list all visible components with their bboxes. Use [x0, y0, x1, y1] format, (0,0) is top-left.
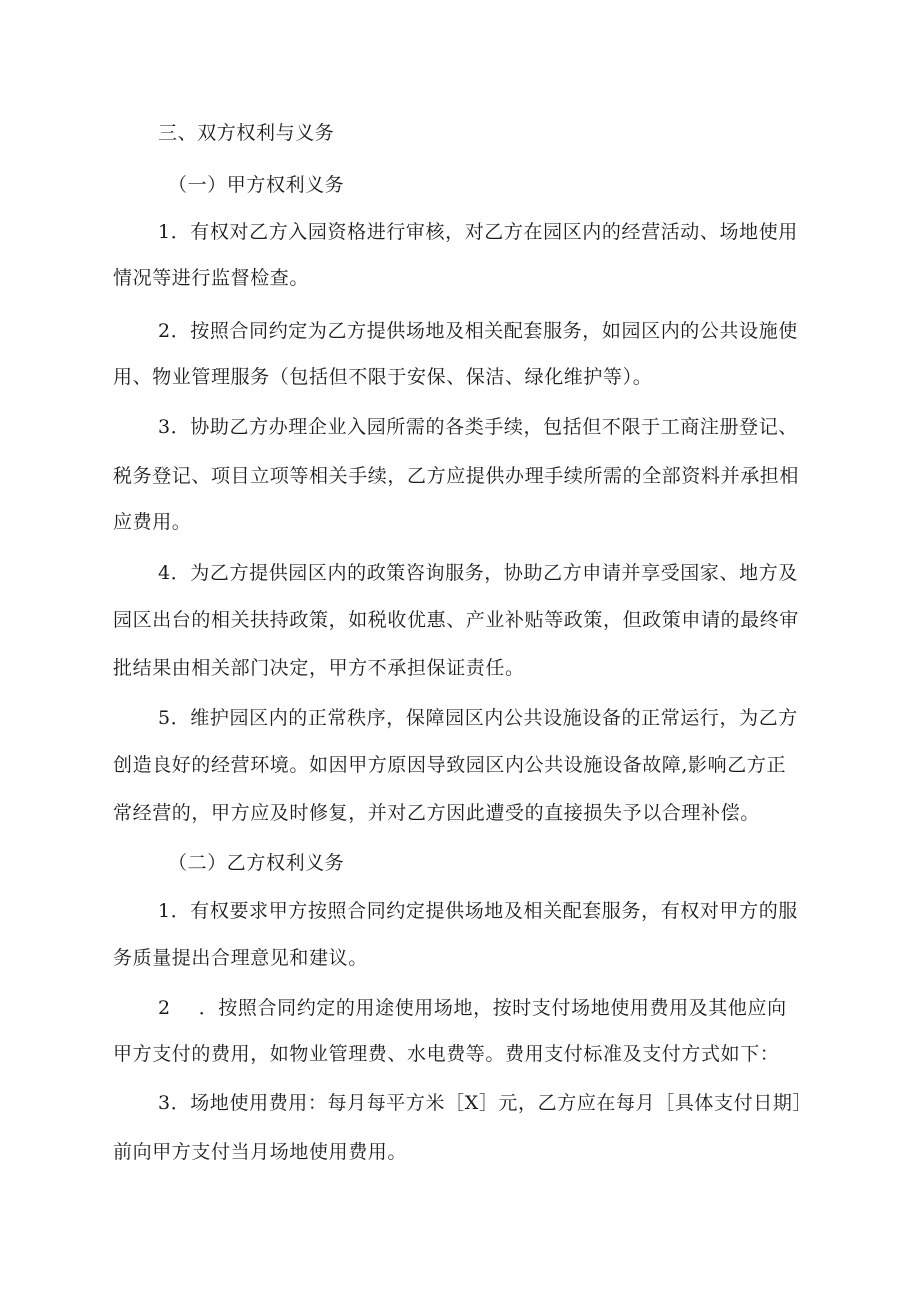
party-a-item-1-line-2: 情况等进行监督检查。 — [113, 267, 310, 289]
party-b-item-2-text: ．按照合同约定的用途使用场地，按时支付场地使用费用及其他应向 — [198, 997, 787, 1019]
party-a-item-5-line-3: 常经营的，甲方应及时修复，并对乙方因此遭受的直接损失予以合理补偿。 — [113, 802, 760, 824]
party-a-item-4-line-1: 4．为乙方提供园区内的政策咨询服务，协助乙方申请并享受国家、地方及 — [158, 562, 798, 584]
party-b-item-1-line-2: 务质量提出合理意见和建议。 — [113, 947, 368, 969]
party-a-item-2-line-2: 用、物业管理服务（包括但不限于安保、保洁、绿化维护等）。 — [113, 366, 653, 388]
party-a-item-4-line-2: 园区出台的相关扶持政策，如税收优惠、产业补贴等政策，但政策申请的最终审 — [113, 609, 800, 631]
party-a-item-3-line-1: 3．协助乙方办理企业入园所需的各类手续，包括但不限于工商注册登记、 — [158, 416, 798, 438]
party-a-item-4-line-3: 批结果由相关部门决定，甲方不承担保证责任。 — [113, 657, 525, 679]
party-b-item-2-line-1 — [158, 995, 858, 1021]
party-a-item-3-line-3: 应费用。 — [113, 511, 192, 533]
party-b-item-3-line-2: 前向甲方支付当月场地使用费用。 — [113, 1141, 408, 1163]
party-a-item-5-line-1: 5．维护园区内的正常秩序，保障园区内公共设施设备的正常运行，为乙方 — [158, 707, 798, 729]
party-a-heading: （一）甲方权利义务 — [168, 174, 345, 196]
party-a-item-1-line-1: 1．有权对乙方入园资格进行审核，对乙方在园区内的经营活动、场地使用 — [158, 221, 798, 243]
party-b-item-1-line-1: 1．有权要求甲方按照合同约定提供场地及相关配套服务，有权对甲方的服 — [158, 900, 798, 922]
party-a-item-3-line-2: 税务登记、项目立项等相关手续，乙方应提供办理手续所需的全部资料并承担相 — [113, 465, 800, 487]
party-b-heading: （二）乙方权利义务 — [168, 852, 345, 874]
section-heading: 三、双方权利与义务 — [158, 122, 335, 144]
party-b-item-2-number: 2 — [158, 997, 171, 1019]
party-b-item-3-line-1: 3．场地使用费用：每月每平方米［X］元，乙方应在每月［具体支付日期］ — [158, 1092, 813, 1114]
party-a-item-2-line-1: 2．按照合同约定为乙方提供场地及相关配套服务，如园区内的公共设施使 — [158, 320, 798, 342]
party-a-item-5-line-2: 创造良好的经营环境。如因甲方原因导致园区内公共设施设备故障,影响乙方正 — [113, 754, 787, 776]
party-b-item-2-line-2: 甲方支付的费用，如物业管理费、水电费等。费用支付标准及支付方式如下： — [113, 1043, 780, 1065]
